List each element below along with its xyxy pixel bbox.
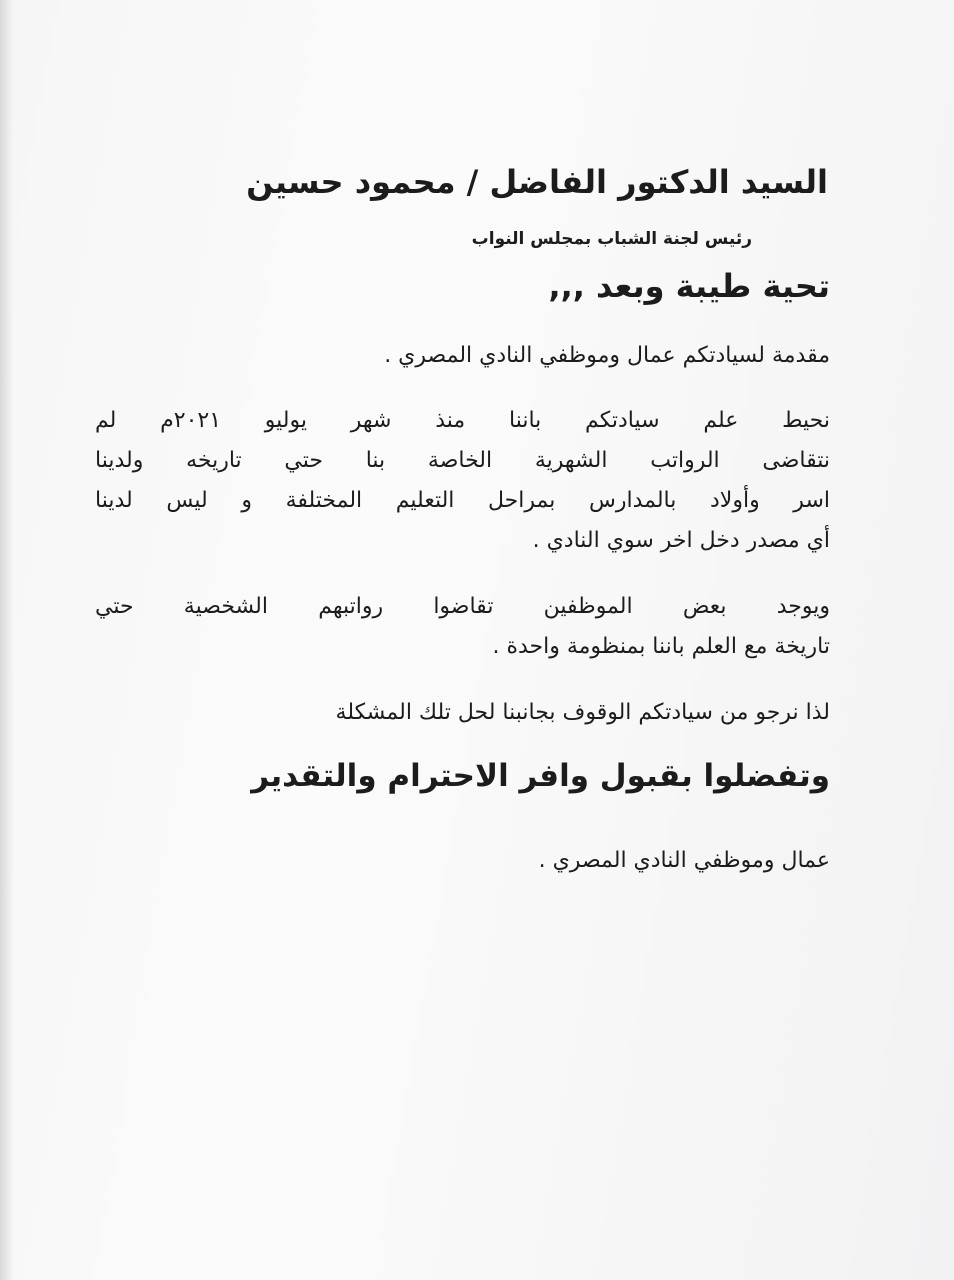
employees-paragraph [95, 587, 830, 667]
employees-line-1: ويوجد بعض الموظفين تقاضوا رواتبهم الشخصية حتي [95, 594, 830, 619]
page-edge-shadow [0, 0, 14, 1280]
signature: عمال وموظفي النادي المصري . [538, 848, 830, 873]
closing-salutation: وتفضلوا بقبول وافر الاحترام والتقدير [251, 758, 830, 794]
addressee-heading: السيد الدكتور الفاضل / محمود حسين [246, 163, 828, 201]
employees-line-2: تاريخة مع العلم باننا بمنظومة واحدة . [492, 634, 830, 659]
intro-line: مقدمة لسيادتكم عمال وموظفي النادي المصري . [384, 343, 830, 368]
addressee-title: رئيس لجنة الشباب بمجلس النواب [471, 229, 752, 249]
intro-paragraph [95, 336, 830, 376]
letter-body [95, 160, 830, 879]
salary-paragraph [95, 401, 830, 561]
request-line-1: لذا نرجو من سيادتكم الوقوف بجانبنا لحل تلك المشكلة [335, 700, 830, 725]
greeting: تحية طيبة وبعد ,,, [548, 267, 830, 305]
salary-line-1: نحيط علم سيادتكم باننا منذ شهر يوليو ٢٠٢١م لم [95, 408, 830, 433]
request-paragraph [95, 693, 830, 733]
salary-line-2: نتقاضى الرواتب الشهرية الخاصة بنا حتي تاريخه ولدينا [95, 448, 830, 473]
salary-line-3: اسر وأولاد بالمدارس بمراحل التعليم المختلفة و ليس لدينا [95, 488, 830, 513]
salary-line-4: أي مصدر دخل اخر سوي النادي . [532, 528, 830, 553]
